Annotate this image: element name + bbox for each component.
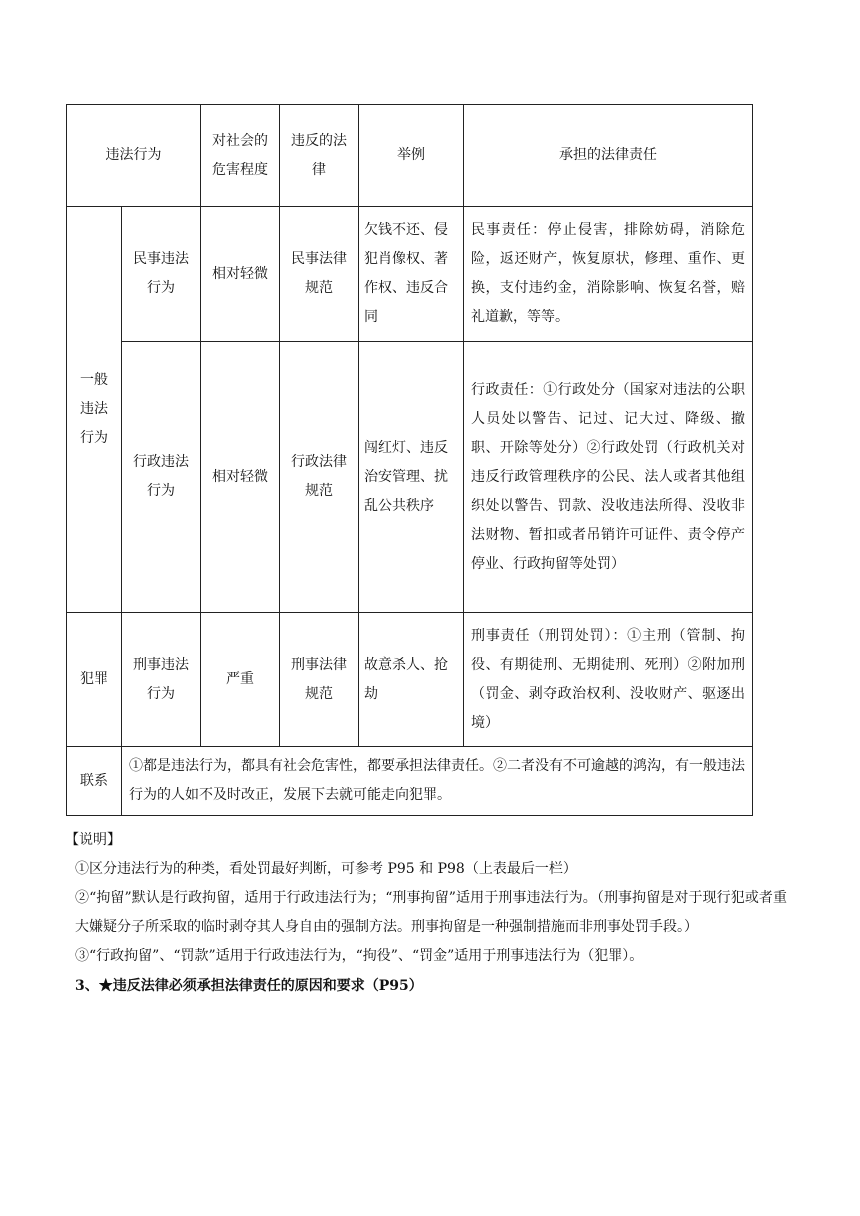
section-title: 3、★违反法律必须承担法律责任的原因和要求（P95）	[75, 978, 423, 994]
cell-type: 行政违法行为	[122, 342, 201, 613]
table-row-civil	[67, 207, 753, 342]
cell-harm: 严重	[201, 613, 280, 747]
table-row-administrative	[67, 342, 753, 613]
cell-example: 故意杀人、抢劫	[359, 613, 464, 747]
group-label-crime: 犯罪	[67, 613, 122, 747]
table-row-relation	[67, 747, 753, 816]
cell-type: 刑事违法行为	[122, 613, 201, 747]
cell-harm: 相对轻微	[201, 342, 280, 613]
notes-section	[65, 826, 787, 1001]
cell-liability: 行政责任：①行政处分（国家对违法的公职人员处以警告、记过、记大过、降级、撤职、开除等处分）②行政处罚（行政机关对违反行政管理秩序的公民、法人或者其他组织处以警告、罚款、没收违法所得、没收非法财物、暂扣或者吊销许可证件、责令停产停业、行政拘留等处罚）	[464, 342, 753, 613]
cell-example: 闯红灯、违反治安管理、扰乱公共秩序	[359, 342, 464, 613]
cell-harm: 相对轻微	[201, 207, 280, 342]
group-label-general: 一般违法行为	[67, 207, 122, 613]
cell-law: 行政法律规范	[280, 342, 359, 613]
table-row-criminal	[67, 613, 753, 747]
cell-example: 欠钱不还、侵犯肖像权、著作权、违反合同	[359, 207, 464, 342]
relation-label: 联系	[67, 747, 122, 816]
cell-liability: 刑事责任（刑罚处罚）：①主刑（管制、拘役、有期徒刑、无期徒刑、死刑）②附加刑（罚金、剥夺政治权利、没收财产、驱逐出境）	[464, 613, 753, 747]
note-item: ②“拘留”默认是行政拘留，适用于行政违法行为；“刑事拘留”适用于刑事违法行为。（刑事拘留是对于现行犯或者重大嫌疑分子所采取的临时剥夺其人身自由的强制方法。刑事拘留是一种强制措施而非刑事处罚手段。）	[75, 890, 787, 935]
law-violation-table	[66, 104, 753, 816]
header-liability: 承担的法律责任	[464, 105, 753, 207]
notes-heading: 【说明】	[65, 832, 121, 848]
table-header-row	[67, 105, 753, 207]
note-item: ①区分违法行为的种类，看处罚最好判断，可参考 P95 和 P98（上表最后一栏）	[75, 861, 577, 877]
cell-law: 民事法律规范	[280, 207, 359, 342]
cell-liability: 民事责任：停止侵害，排除妨碍，消除危险，返还财产，恢复原状，修理、重作、更换，支付违约金，消除影响、恢复名誉，赔礼道歉，等等。	[464, 207, 753, 342]
note-item: ③“行政拘留”、“罚款”适用于行政违法行为，“拘役”、“罚金”适用于刑事违法行为（犯罪）。	[75, 948, 644, 964]
header-example: 举例	[359, 105, 464, 207]
cell-type: 民事违法行为	[122, 207, 201, 342]
header-behavior: 违法行为	[67, 105, 201, 207]
header-law: 违反的法律	[280, 105, 359, 207]
cell-law: 刑事法律规范	[280, 613, 359, 747]
header-harm: 对社会的危害程度	[201, 105, 280, 207]
relation-text: ①都是违法行为，都具有社会危害性，都要承担法律责任。②二者没有不可逾越的鸿沟，有一般违法行为的人如不及时改正，发展下去就可能走向犯罪。	[122, 747, 753, 816]
